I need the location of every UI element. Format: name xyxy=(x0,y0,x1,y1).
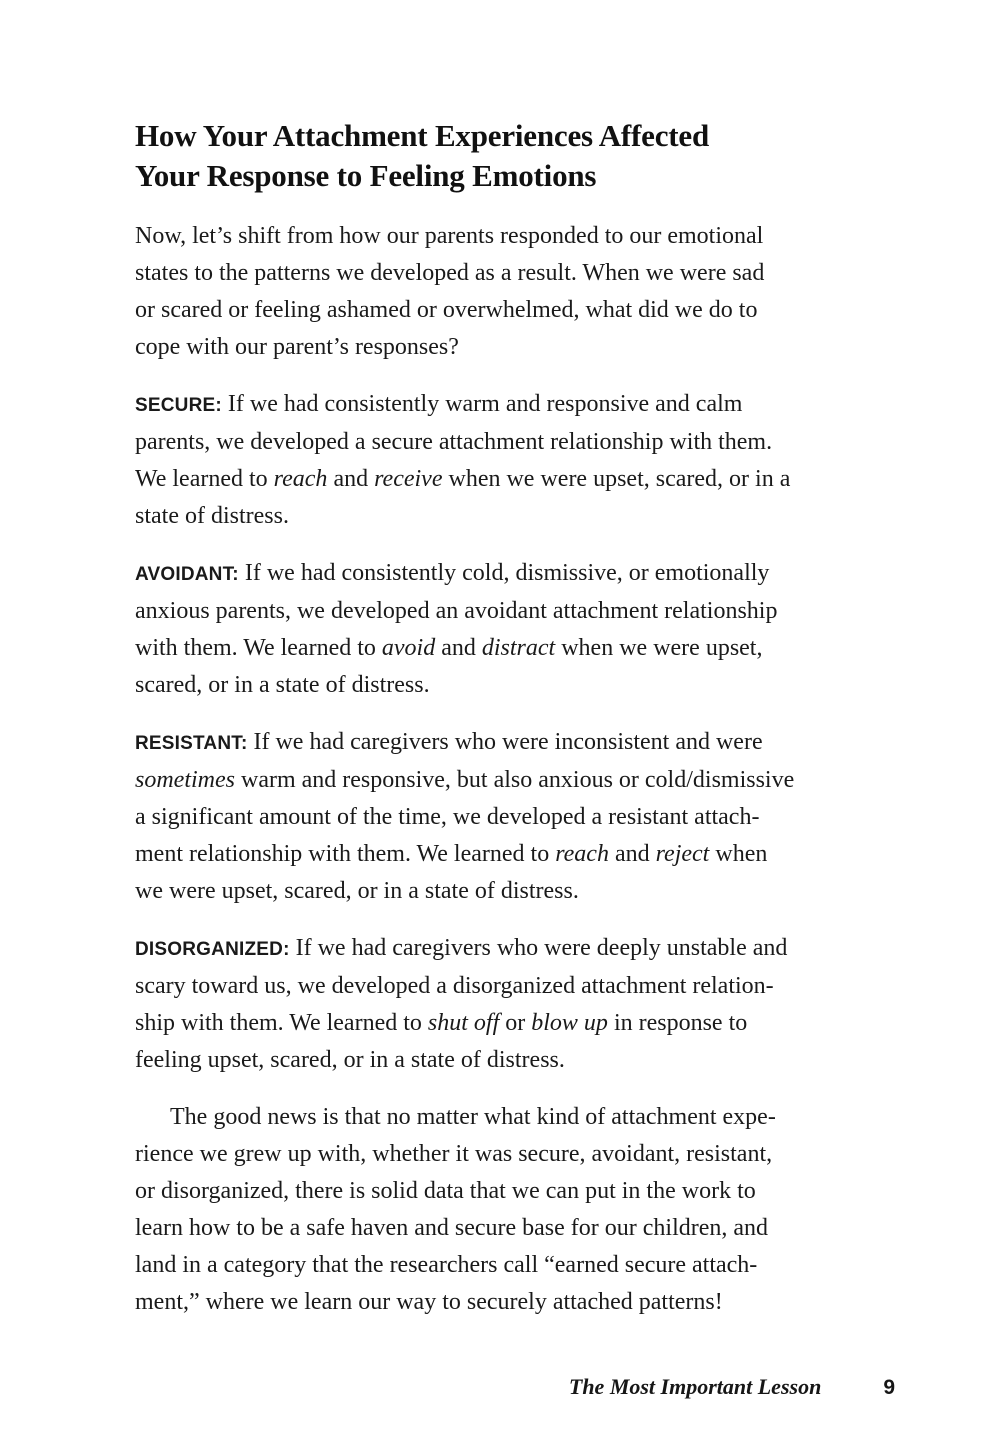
attachment-style-label: SECURE: xyxy=(135,395,222,416)
text-line xyxy=(135,1099,895,1136)
emphasis-text: blow up xyxy=(531,1010,608,1036)
page-title xyxy=(135,116,895,196)
body-text-segment: we were upset, scared, or in a state of distress. xyxy=(135,878,579,904)
text-line xyxy=(135,329,895,366)
paragraph xyxy=(135,1099,895,1321)
body-text-segment: learn how to be a safe haven and secure base for our children, and xyxy=(135,1215,769,1241)
text-line xyxy=(135,873,895,910)
attachment-style-label: AVOIDANT: xyxy=(135,564,239,585)
footer-running-title: The Most Important Lesson xyxy=(568,1374,822,1399)
emphasis-text: shut off xyxy=(427,1010,500,1036)
body-text-segment: ment,” where we learn our way to securely attached patterns! xyxy=(135,1289,723,1315)
body-text-segment: or scared or feeling ashamed or overwhelmed, what did we do to xyxy=(135,297,758,323)
body-text-segment: If we had consistently warm and responsive and calm xyxy=(221,391,743,417)
emphasis-text: reject xyxy=(655,841,710,867)
paragraph xyxy=(135,218,895,366)
page-footer xyxy=(135,1373,895,1402)
emphasis-text: distract xyxy=(481,635,556,661)
body-text-segment: parents, we developed a secure attachment relationship with them. xyxy=(135,429,773,455)
text-line xyxy=(135,292,895,329)
emphasis-text: receive xyxy=(374,466,443,492)
body-text-segment: in response to xyxy=(607,1010,748,1036)
paragraph xyxy=(135,930,895,1079)
text-line xyxy=(135,799,895,836)
text-line xyxy=(135,968,895,1005)
body-text-segment: when we were upset, scared, or in a xyxy=(442,466,791,492)
text-line xyxy=(135,386,895,424)
emphasis-text: avoid xyxy=(381,635,436,661)
body-text-segment: ship with them. We learned to xyxy=(135,1010,428,1036)
body-text-segment: or disorganized, there is solid data that we can put in the work to xyxy=(135,1178,756,1204)
body-text-segment: a significant amount of the time, we developed a resistant attach- xyxy=(135,804,760,830)
text-line xyxy=(135,724,895,762)
text-line xyxy=(135,930,895,968)
text-line xyxy=(135,836,895,873)
paragraph xyxy=(135,724,895,910)
body-text-segment: Now, let’s shift from how our parents responded to our emotional xyxy=(135,223,764,249)
body-text xyxy=(135,218,895,1321)
text-line xyxy=(135,630,895,667)
text-line xyxy=(135,593,895,630)
text-line xyxy=(135,1136,895,1173)
body-text-segment: state of distress. xyxy=(135,503,289,529)
page-title-line-1: How Your Attachment Experiences Affected xyxy=(135,118,710,153)
body-text-segment: anxious parents, we developed an avoidant attachment relationship xyxy=(135,598,778,624)
text-line xyxy=(135,461,895,498)
body-text-segment: and xyxy=(608,841,656,867)
text-line xyxy=(135,555,895,593)
body-text-segment: cope with our parent’s responses? xyxy=(135,334,459,360)
body-text-segment: scary toward us, we developed a disorganized attachment relation- xyxy=(135,973,774,999)
paragraph xyxy=(135,386,895,535)
body-text-segment: or xyxy=(499,1010,532,1036)
text-line xyxy=(135,1284,895,1321)
body-text-segment: rience we grew up with, whether it was secure, avoidant, resistant, xyxy=(135,1141,773,1167)
body-text-segment: when xyxy=(709,841,768,867)
body-text-segment: when we were upset, xyxy=(555,635,763,661)
body-text-segment: If we had consistently cold, dismissive, or emotionally xyxy=(238,560,770,586)
text-line xyxy=(135,762,895,799)
text-line xyxy=(135,1210,895,1247)
attachment-style-label: RESISTANT: xyxy=(135,733,248,754)
emphasis-text: sometimes xyxy=(135,767,235,793)
body-text-segment: scared, or in a state of distress. xyxy=(135,672,430,698)
body-text-segment: The good news is that no matter what kind of attachment expe- xyxy=(170,1104,776,1130)
attachment-style-label: DISORGANIZED: xyxy=(135,939,290,960)
body-text-segment: warm and responsive, but also anxious or cold/dismissive xyxy=(234,767,795,793)
text-line xyxy=(135,1042,895,1079)
emphasis-text: reach xyxy=(273,466,328,492)
body-text-segment: feeling upset, scared, or in a state of distress. xyxy=(135,1047,565,1073)
footer-page-number: 9 xyxy=(883,1376,895,1399)
text-line xyxy=(135,498,895,535)
body-text-segment: with them. We learned to xyxy=(135,635,382,661)
body-text-segment: If we had caregivers who were deeply unstable and xyxy=(289,935,788,961)
body-text-segment: ment relationship with them. We learned to xyxy=(135,841,556,867)
body-text-segment: and xyxy=(435,635,482,661)
page-title-line-2: Your Response to Feeling Emotions xyxy=(135,158,597,193)
emphasis-text: reach xyxy=(555,841,609,867)
body-text-segment: land in a category that the researchers call “earned secure attach- xyxy=(135,1252,758,1278)
text-line xyxy=(135,424,895,461)
text-line xyxy=(135,255,895,292)
text-line xyxy=(135,1173,895,1210)
body-text-segment: If we had caregivers who were inconsistent and were xyxy=(247,729,763,755)
paragraph xyxy=(135,555,895,704)
text-line xyxy=(135,1247,895,1284)
body-text-segment: states to the patterns we developed as a result. When we were sad xyxy=(135,260,765,286)
text-line xyxy=(135,1005,895,1042)
text-line xyxy=(135,218,895,255)
body-text-segment: We learned to xyxy=(135,466,274,492)
body-text-segment: and xyxy=(327,466,375,492)
text-line xyxy=(135,667,895,704)
